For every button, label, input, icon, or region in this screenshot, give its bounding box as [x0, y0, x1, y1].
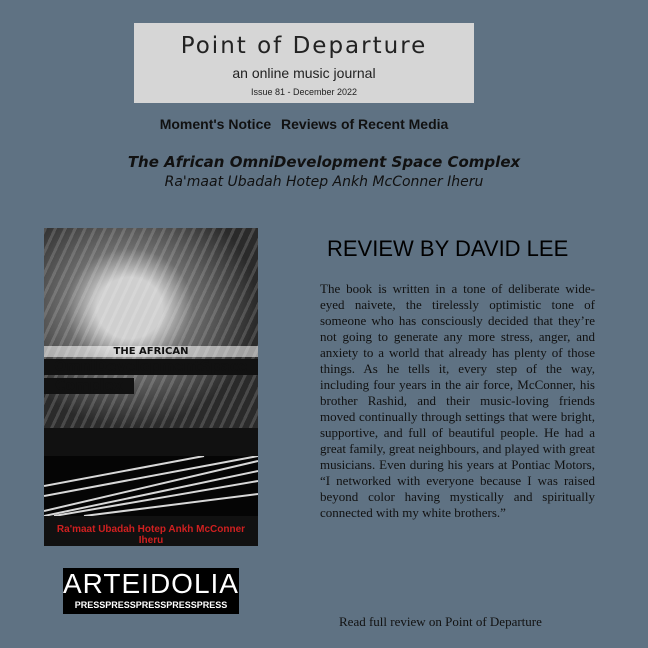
nav-bar [0, 116, 608, 132]
review-heading: REVIEW BY DAVID LEE [327, 236, 569, 261]
book-author: Ra'maat Ubadah Hotep Ankh McConner Iheru [164, 174, 484, 190]
cover-pre-title: THE AFRICAN [44, 346, 258, 357]
book-cover-image [44, 228, 258, 546]
read-full-review-link[interactable]: Read full review on Point of Departure [339, 614, 542, 629]
journal-title: Point of Departure [180, 33, 428, 59]
cover-author: Ra'maat Ubadah Hotep Ankh McConner Iheru [56, 524, 246, 546]
journal-subtitle: an online music journal [232, 65, 376, 81]
cover-lines-graphic [44, 456, 258, 516]
issue-label: Issue 81 - December 2022 [250, 87, 358, 97]
publisher-name: ARTEIDOLIA [63, 568, 239, 599]
book-title: The African OmniDevelopment Space Complex [127, 153, 521, 171]
nav-item-reviews[interactable]: Reviews of Recent Media [281, 116, 449, 132]
cover-title-line2: Complex [44, 378, 134, 394]
cover-title-line1: OmniDevelopmentSpace [44, 359, 258, 375]
publisher-tagline: PRESSPRESSPRESSPRESSPRESS [74, 600, 228, 610]
nav-item-moments-notice[interactable]: Moment's Notice [159, 116, 272, 132]
review-body: The book is written in a tone of deliberate wide-eyed naivete, the tirelessly optimistic tone of someone who has consciously decided that they’re not going to generate any more stress, anger, and anxiety to a world that already has plenty of those things. As he tells it, every step of the way, including four years in the air force, McConner, his brother Rashid, and their music-loving friends moved continually through settings that were bright, supportive, and full of beautiful people. He had a great family, great neighbours, and played with great musicians. Even during his years at Pontiac Motors, “I networked with everyone because I was raised beyond color having mystically and spiritually connected with my white brothers.” [320, 281, 595, 520]
masthead-banner [134, 23, 474, 103]
cover-artwork [44, 228, 258, 428]
publisher-logo [63, 568, 239, 614]
